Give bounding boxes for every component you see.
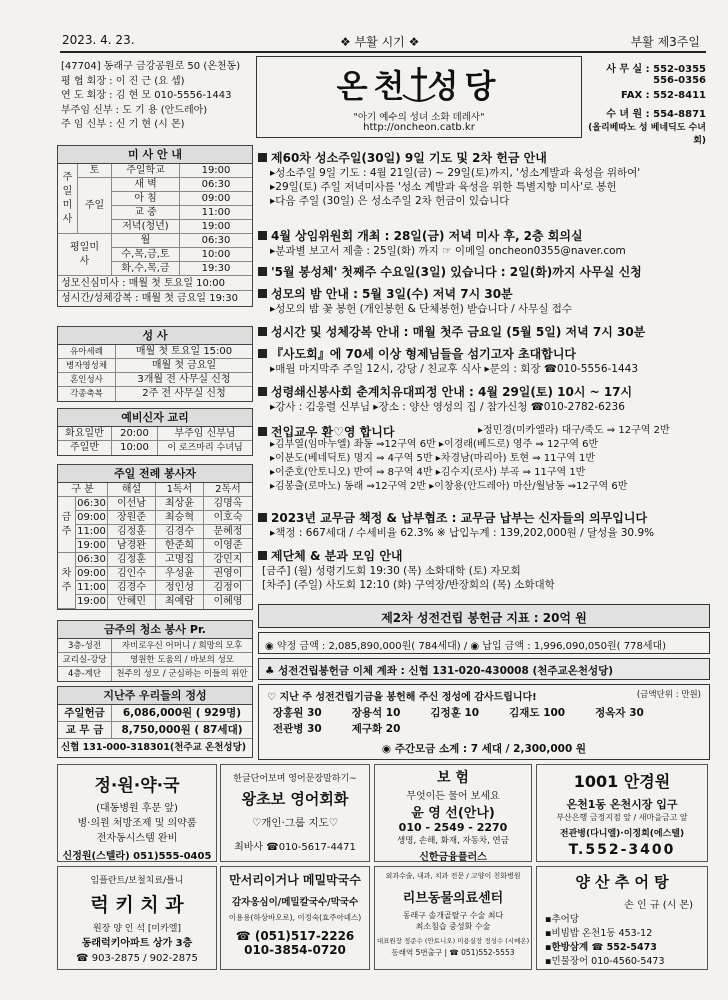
ad-phone: 신정원(스텔라) 051)555-0405 <box>62 851 212 862</box>
offering-type: 주일헌금 <box>58 705 112 722</box>
offering-type: 교 무 금 <box>58 722 112 739</box>
fund-account: ♣ 성전건립봉헌금 이체 계좌 : 신협 131-020-430008 (천주교온천성당) <box>265 665 614 677</box>
ad-line: ▪추어당 <box>545 914 579 925</box>
mass-time: 19:30 <box>180 262 252 276</box>
donor-thanks: ♡ 지난 주 성전건립기금을 봉헌해 주신 정성에 감사드립니다! <box>267 692 537 703</box>
offering-grid <box>58 705 252 739</box>
sacrament-schedule: 매월 첫 토요일 15:00 <box>116 345 252 359</box>
team-name: 영원한 도움의 / 바보의 성모 <box>112 653 252 667</box>
server-name: 이영준 <box>204 539 252 553</box>
server-name: 강민지 <box>204 553 252 567</box>
cleaning-grid <box>58 639 252 681</box>
ad-line: 이용용(하상바오로), 이정숙(효주아녜스) <box>228 913 362 922</box>
server-name: 김경수 <box>156 525 204 539</box>
ad-insurance <box>374 764 532 862</box>
ad-title: 왕초보 영어회화 <box>241 790 349 808</box>
assistant-priest: 부주임 신부 : 도 기 용 (안드레아) <box>61 104 208 116</box>
ad-line: 온천1동 온천시장 입구 <box>566 798 678 811</box>
ad-phone: 최바사 ☎010-5617-4471 <box>234 842 356 853</box>
ad-title: 양 산 추 어 탕 <box>575 873 669 891</box>
notice-groups <box>258 548 710 592</box>
mass-name: 교 중 <box>112 206 180 220</box>
sacrament-schedule: 2주 전 사무실 신청 <box>142 388 226 399</box>
server-name: 최상윤 <box>156 497 204 511</box>
council-president: 평 협 회장 : 이 진 근 (요 셉) <box>61 75 185 87</box>
sacrament-name: 혼인성사 <box>58 373 116 387</box>
sacrament-grid <box>58 345 252 401</box>
server-name: 최승혁 <box>156 511 204 525</box>
ad-line: 최소침습 중성화 수술 <box>415 922 491 931</box>
class-teacher: 부주임 신부님 <box>158 427 252 441</box>
fax-number: FAX : 552-8411 <box>621 90 706 101</box>
notice-line: ▸성모의 밤 꽃 봉헌 (개인봉헌 & 단체봉헌) 받습니다 / 사무실 접수 <box>270 303 572 315</box>
notice-title: 『사도회』에 70세 이상 형제님들을 섬기고자 초대합니다 <box>271 347 577 361</box>
notice-line: ▸정민경(미카엘라) 대구/죽도 ⇒ 12구역 2반 <box>478 425 670 436</box>
fund-pledge-box <box>258 632 710 654</box>
catechism-section <box>57 408 253 456</box>
notice-line: ▸매월 마지막주 주일 12시, 강당 / 친교후 식사 ▸문의 : 회장 ☎010-5556-1443 <box>270 363 639 375</box>
mass-time: 11:00 <box>180 206 252 220</box>
sacrament-section <box>57 326 253 402</box>
class-teacher: 이 로즈마리 수녀님 <box>167 443 243 453</box>
servers-title: 주일 전례 봉사자 <box>58 465 252 483</box>
server-time: 11:00 <box>76 581 108 595</box>
donor: 김정훈 10 <box>430 707 480 719</box>
mass-name: 주일학교 <box>112 164 180 178</box>
col-header: 1독서 <box>156 483 204 497</box>
donor-row <box>273 721 703 736</box>
donor: 장홍원 30 <box>273 707 322 719</box>
catechism-grid <box>58 427 252 455</box>
mass-time: 09:00 <box>180 192 252 206</box>
mass-name: 저녁(청년) <box>112 220 180 234</box>
next-week-label: 차주 <box>58 553 76 609</box>
server-time: 11:00 <box>76 525 108 539</box>
notice-holy-hour <box>258 324 710 340</box>
sunday-mass-label: 주일미사 <box>58 164 78 234</box>
weekday-mass-grid <box>58 234 252 276</box>
square-bullet-icon <box>258 427 267 436</box>
parish-motto: "아기 예수의 성녀 소화 데레사" <box>353 112 485 123</box>
sacrament-title: 성 사 <box>58 327 252 345</box>
amount-unit: (금액단위 : 만원) <box>636 690 701 700</box>
notice-marian-night <box>258 286 710 316</box>
server-time: 09:00 <box>76 567 108 581</box>
ad-title: 1001 안경원 <box>573 772 671 791</box>
fund-title-box <box>258 604 710 628</box>
ad-line: ♡개인·그룹 지도♡ <box>251 817 339 829</box>
square-bullet-icon <box>258 551 267 560</box>
notice-title: 4월 상임위원회 개최 : 28일(금) 저녁 미사 후, 2층 회의실 <box>271 229 583 243</box>
server-time: 09:00 <box>76 511 108 525</box>
top-rule <box>60 51 706 53</box>
notice-line: ▸성소주일 9일 기도 : 4월 21일(금) ~ 29일(토)까지, '성소계발과 육성을 위하여' <box>270 167 641 179</box>
server-name: 김인수 <box>108 567 156 581</box>
server-name: 우성윤 <box>156 567 204 581</box>
sunday-label: 주일 <box>78 178 112 234</box>
marian-mass-note: 성모신심미사 : 매월 첫 토요일 10:00 <box>58 276 252 291</box>
weekday-mass-label: 평일미사 <box>58 234 112 276</box>
ad-title: 리브동물의료센터 <box>402 891 504 906</box>
mass-time: 06:30 <box>180 234 252 248</box>
ad-line: 무엇이든 물어 보세요 <box>406 791 500 802</box>
square-bullet-icon <box>258 289 267 298</box>
donor: 정옥자 30 <box>595 707 644 719</box>
office-phone: 사 무 실 : 552-0355 <box>606 64 706 75</box>
ad-title: 럭 키 치 과 <box>90 894 184 916</box>
server-name: 김경수 <box>108 581 156 595</box>
server-name: 문혜정 <box>204 525 252 539</box>
weekly-total: ◉ 주간모금 소계 : 7 세대 / 2,300,000 원 <box>381 743 587 755</box>
notice-line: ▸분과별 보고서 제출 : 25일(화) 까지 ☞ 이메일 oncheon0355@naver.com <box>270 245 626 257</box>
notice-tithe <box>258 510 710 540</box>
servers-grid <box>58 483 252 609</box>
team-name: 자비로우신 어머니 / 희망의 모후 <box>112 639 252 653</box>
ad-phone: T.552-3400 <box>568 842 676 858</box>
ad-line: 생명, 손해, 화재, 자동차, 연금 <box>397 836 509 846</box>
ad-company: 신한금융플러스 <box>419 852 487 862</box>
server-name: 안혜민 <box>108 595 156 609</box>
sacrament-schedule: 매월 첫 금요일 <box>116 359 252 373</box>
offering-amount: 8,750,000원 ( 87세대) <box>112 722 252 739</box>
team-name: 천주의 성모 / 군심하는 이들의 위안 <box>116 669 248 679</box>
liturgical-week: 부활 제3주일 <box>630 35 700 49</box>
square-bullet-icon <box>258 267 267 276</box>
ad-line: 전자동시스템 완비 <box>96 833 178 844</box>
class-time: 20:00 <box>112 427 158 441</box>
notice-line: ▸김부열(임마누엘) 좌동 ⇒12구역 6반 ▸이경래(베드로) 영주 ⇒ 12구역 6반 <box>270 439 599 450</box>
ad-pharmacy <box>57 764 217 862</box>
ad-name: 윤 영 선(안나) <box>411 806 495 821</box>
notice-line: ▸김봉출(로마노) 동래 ⇒12구역 2반 ▸이창용(안드레아) 마산/월남동 ⇒12구역 6반 <box>270 481 628 492</box>
ad-line: 외과수술, 내과, 치과 전문 / 고양이 친화병원 <box>385 872 521 880</box>
donor-row <box>273 705 703 720</box>
notice-apostles <box>258 346 710 376</box>
col-header: 구 분 <box>58 483 108 497</box>
notice-title: 성모의 밤 안내 : 5월 3일(수) 저녁 7시 30분 <box>271 287 513 301</box>
catechism-title: 예비신자 교리 <box>58 409 252 427</box>
fund-pledge: ◉ 약정 금액 : 2,085,890,000원( 784세대) / ◉ 납입 금액 : 1,996,090,050원( 778세대) <box>265 641 667 652</box>
sacrament-name: 병자영성체 <box>58 359 116 373</box>
mass-grid <box>58 164 252 234</box>
notice-title: 제단체 & 분과 모임 안내 <box>271 549 403 563</box>
class-name: 주일반 <box>58 441 112 455</box>
ad-name: 손 인 규 (시 몬) <box>624 900 693 911</box>
server-time: 06:30 <box>76 497 108 511</box>
notice-vocation <box>258 150 710 208</box>
ad-title: 보 험 <box>437 770 469 786</box>
ad-noodle <box>220 866 370 970</box>
office-phone-2: 556-0356 <box>653 75 706 86</box>
notice-line: ▸강사 : 김웅렬 신부님 ▸장소 : 양산 영성의 집 / 참가신청 ☎010-2782-6236 <box>270 401 625 413</box>
ad-dental <box>57 866 217 970</box>
convent-name: (올리베따노 성 베네딕도 수녀회) <box>588 123 706 146</box>
mass-time: 06:30 <box>180 178 252 192</box>
ad-line: 전관병(다니엘)·이정희(에스텔) <box>559 829 685 839</box>
mass-time: 10:00 <box>180 248 252 262</box>
notice-title: '5월 봉성체' 첫째주 수요일(3일) 있습니다 : 2일(화)까지 사무실 신청 <box>271 265 642 279</box>
notice-line: ▸이준호(안토니오) 반여 ⇒ 8구역 4반 ▸김수지(로사) 부곡 ⇒ 11구역 1반 <box>270 467 586 478</box>
square-bullet-icon <box>258 387 267 396</box>
offering-title: 지난주 우리들의 정성 <box>58 687 252 705</box>
mass-time: 19:00 <box>180 164 252 178</box>
ad-loach-soup <box>536 866 708 970</box>
square-bullet-icon <box>258 153 267 162</box>
notice-line: [금주] (월) 성령기도회 19:30 (목) 소화대학 (토) 자모회 <box>262 565 521 577</box>
donor-box <box>258 684 710 760</box>
ad-phone: ▪한방삼계 ☎ 552-5473 <box>545 942 657 953</box>
ad-optical <box>536 764 708 862</box>
server-name: 김정훈 <box>108 525 156 539</box>
ad-line: 한글단어보며 영어문장말하기~ <box>233 774 357 784</box>
ad-english <box>220 764 370 862</box>
offering-account: 신협 131-000-318301(천주교 온천성당) <box>61 742 247 753</box>
mass-title: 미 사 안 내 <box>58 146 252 164</box>
sacrament-name: 각종축복 <box>58 387 116 401</box>
notice-communion <box>258 264 710 280</box>
ad-title: 정·원·약·국 <box>94 776 180 796</box>
area-name: 4층-계단 <box>58 667 112 681</box>
notice-newcomers <box>258 424 710 494</box>
ad-line: (대동병원 후문 앞) <box>96 803 178 814</box>
notice-title: 제60차 성소주일(30일) 9일 기도 및 2차 헌금 안내 <box>271 151 547 165</box>
convent-phone: 수 녀 원 : 554-8871 <box>606 109 706 120</box>
ad-line: 병·의원 처방조제 및 의약품 <box>77 818 197 829</box>
class-name: 화요일반 <box>58 427 112 441</box>
area-name: 3층-성전 <box>58 639 112 653</box>
square-bullet-icon <box>258 231 267 240</box>
offering-section <box>57 686 253 758</box>
server-time: 06:30 <box>76 553 108 567</box>
server-name: 최예람 <box>156 595 204 609</box>
notice-title: 성령쇄신봉사회 춘계치유대피정 안내 : 4월 29일(토) 10시 ~ 17시 <box>271 385 633 399</box>
cleaning-section <box>57 620 253 682</box>
elder-president: 연 도 회장 : 김 현 모 010-5556-1443 <box>61 90 232 101</box>
ad-phone: 010-3854-0720 <box>244 943 346 957</box>
square-bullet-icon <box>258 327 267 336</box>
server-name: 김명옥 <box>204 497 252 511</box>
mass-name: 아 침 <box>112 192 180 206</box>
notice-line: ▸다음 주일 (30일) 은 성소주일 2차 헌금이 있습니다 <box>270 195 510 207</box>
notice-title: 전입교우 환♡영 합니다 <box>271 425 395 439</box>
donor: 제구화 20 <box>351 723 401 735</box>
server-time: 19:00 <box>76 595 108 609</box>
weekday-name: 수,목,금,토 <box>112 248 180 262</box>
parish-website[interactable]: http://oncheon.catb.kr <box>363 122 475 133</box>
donor: 김재도 100 <box>509 707 566 719</box>
notice-line: ▸이분도(베네딕토) 명지 ⇒ 4구역 5반 ▸차경남(마리아) 토현 ⇒ 11구역 1반 <box>270 453 596 464</box>
parish-info <box>57 60 253 133</box>
area-name: 교리실-강당 <box>58 653 112 667</box>
server-name: 이선남 <box>108 497 156 511</box>
liturgy-servers <box>57 464 253 610</box>
class-time: 10:00 <box>112 441 158 455</box>
saturday-label: 토 <box>78 164 112 178</box>
server-name: 남경완 <box>108 539 156 553</box>
donor: 장용석 10 <box>351 707 401 719</box>
notice-retreat <box>258 384 710 414</box>
col-header: 해설 <box>108 483 156 497</box>
notice-title: 2023년 교무금 책정 & 납부협조 : 교무금 납부는 신자들의 의무입니다 <box>271 511 648 525</box>
ad-line: ▪비빔밥 온천1동 453-12 <box>545 928 653 939</box>
server-time: 19:00 <box>76 539 108 553</box>
ad-line: 동래구 솔개골탈구 수술 최다 <box>402 911 504 920</box>
parish-name: 온천 성당 <box>336 67 502 105</box>
header-bar <box>40 33 700 49</box>
pastor: 주 임 신부 : 신 기 현 (시 몬) <box>61 119 185 130</box>
ad-phone: ☎ (051)517-2226 <box>235 929 355 943</box>
ad-line: 동래럭키아파트 상가 3층 <box>81 938 193 949</box>
ad-phone: 동래역 5번출구 | ☎ 051)552-5553 <box>391 948 515 957</box>
server-name: 고명집 <box>156 553 204 567</box>
notice-committee <box>258 228 710 258</box>
server-name: 이혜영 <box>213 596 243 607</box>
sacrament-name: 유아세례 <box>58 345 116 359</box>
fund-account-box <box>258 658 710 680</box>
square-bullet-icon <box>258 349 267 358</box>
mass-schedule <box>57 145 253 307</box>
sacrament-schedule: 3개월 전 사무실 신청 <box>116 373 252 387</box>
cleaning-title: 금주의 청소 봉사 Pr. <box>58 621 252 639</box>
ad-line: 임플란트/보철치료/틀니 <box>90 876 184 886</box>
ad-phone: ☎ 903-2875 / 902-2875 <box>76 953 198 964</box>
ad-vet <box>374 866 532 970</box>
address: [47704] 동래구 금강공원로 50 (온천동) <box>61 61 241 72</box>
server-name: 정인성 <box>156 581 204 595</box>
ad-phone: ▪민물장어 010-4560-5473 <box>545 956 665 967</box>
ad-line: 원장 양 인 석 [미카엘] <box>92 924 182 934</box>
server-name: 장원준 <box>108 511 156 525</box>
weekday-name: 화,수,목,금 <box>112 262 180 276</box>
mass-name: 새 벽 <box>112 178 180 192</box>
parish-title-box <box>256 56 582 138</box>
holy-hour-note: 성시간/성체강복 : 매월 첫 금요일 19:30 <box>61 293 239 304</box>
notice-line: ▸책정 : 667세대 / 수세비율 62.3% ※ 납입누계 : 139,202,000원 / 달성율 30.9% <box>270 527 655 539</box>
contact-list <box>586 60 706 146</box>
server-name: 한준희 <box>156 539 204 553</box>
notice-line: [차주] (주일) 사도회 12:10 (화) 구역장/반장회의 (목) 소화대학 <box>262 579 555 591</box>
weekday-name: 월 <box>112 234 180 248</box>
square-bullet-icon <box>258 513 267 522</box>
notice-title: 성시간 및 성체강복 안내 : 매월 첫주 금요일 (5월 5일) 저녁 7시 30분 <box>271 325 646 339</box>
server-name: 권영이 <box>204 567 252 581</box>
server-name: 김정이 <box>204 581 252 595</box>
donor: 전관병 30 <box>273 723 322 735</box>
issue-date: 2023. 4. 23. <box>62 33 135 47</box>
ad-title: 만서리이거나 메밀막국수 <box>229 873 361 887</box>
col-header: 2독서 <box>204 483 252 497</box>
ad-line: 감자옹심이/메밀칼국수/막국수 <box>231 897 359 908</box>
cross-logo-icon <box>397 63 441 107</box>
ad-phone: 010 - 2549 - 2270 <box>398 821 508 834</box>
mass-time: 19:00 <box>180 220 252 234</box>
this-week-label: 금주 <box>58 497 76 553</box>
server-name: 이호숙 <box>204 511 252 525</box>
fund-title: 제2차 성전건립 봉헌금 지표 : 20억 원 <box>381 611 587 625</box>
ad-line: 부산은행 금정지점 앞 / 새마을금고 앞 <box>556 813 688 822</box>
server-name: 김정훈 <box>108 553 156 567</box>
notice-line: ▸29일(토) 주일 저녁미사를 '성소 계발과 육성을 위한 특별지향 미사'로 봉헌 <box>270 181 617 193</box>
ad-line: 대표원장 정준수 (안토니오) 미용실장 정성수 (시메온) <box>376 937 530 945</box>
offering-amount: 6,086,000원 ( 929명) <box>112 705 252 722</box>
liturgical-season: ❖ 부활 시기 ❖ <box>340 35 420 49</box>
